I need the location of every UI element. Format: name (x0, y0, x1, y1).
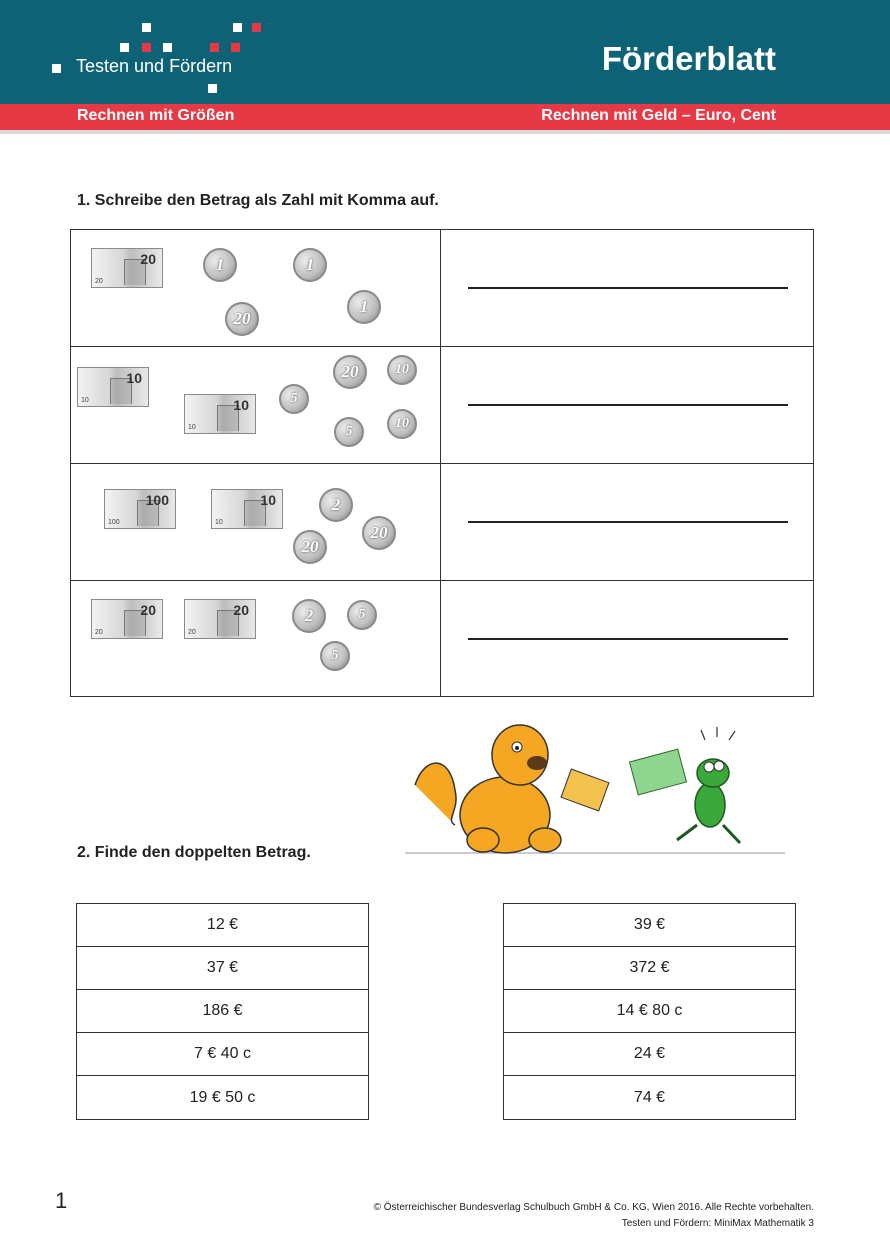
coin-icon: 20 (293, 530, 327, 564)
coin-icon: 1 (293, 248, 327, 282)
series-text: Testen und Fördern: MiniMax Mathematik 3 (621, 1218, 814, 1229)
coin-icon: 2 (319, 488, 353, 522)
logo-square-icon (231, 43, 240, 52)
coin-icon: 5 (334, 417, 364, 447)
amount-cell: 7 € 40 c (77, 1033, 368, 1076)
banknote-icon: 20 20 (91, 599, 163, 639)
task1-row (71, 581, 813, 698)
logo-square-icon (233, 23, 242, 32)
coin-icon: 20 (225, 302, 259, 336)
coin-icon: 10 (387, 409, 417, 439)
banknote-icon: 20 20 (184, 599, 256, 639)
banknote-icon: 10 10 (211, 489, 283, 529)
amount-cell: 74 € (633, 1088, 666, 1106)
topic-label: Rechnen mit Geld – Euro, Cent (541, 107, 776, 124)
coin-icon: 5 (347, 600, 377, 630)
logo-text: Testen und Fördern (76, 56, 233, 76)
coin-icon: 20 (333, 355, 367, 389)
dog-icon (415, 725, 561, 853)
task1-row (71, 464, 813, 581)
task1-grid (70, 229, 814, 697)
amount-cell: 372 € (504, 947, 795, 990)
copyright-text: © Österreichischer Bundesverlag Schulbuch GmbH & Co. KG, Wien 2016. Alle Rechte vorbehalten. (373, 1202, 814, 1213)
amount-cell: 24 € (504, 1033, 795, 1076)
banknote-icon: 10 10 (184, 394, 256, 434)
frog-icon (629, 727, 740, 843)
answer-line[interactable] (468, 521, 788, 523)
logo-square-icon (252, 23, 261, 32)
task1-row (71, 347, 813, 464)
logo-square-icon (120, 43, 129, 52)
task1-row (71, 230, 813, 347)
page-title: Förderblatt (601, 40, 776, 77)
task2-heading: 2. Finde den doppelten Betrag. (77, 844, 311, 861)
amount-cell: 12 € (77, 904, 368, 947)
banknote-icon (561, 769, 609, 811)
logo-square-icon (163, 43, 172, 52)
banknote-icon: 10 10 (77, 367, 149, 407)
banknote-icon: 20 20 (91, 248, 163, 288)
amount-cell: 186 € (77, 990, 368, 1033)
logo-square-icon (210, 43, 219, 52)
coin-icon: 5 (279, 384, 309, 414)
answer-line[interactable] (468, 638, 788, 640)
logo-square-icon (142, 23, 151, 32)
answer-line[interactable] (468, 287, 788, 289)
illustration (405, 715, 785, 865)
coin-icon: 5 (320, 641, 350, 671)
amounts-table-left (76, 903, 369, 1120)
amount-cell: 19 € 50 c (189, 1088, 256, 1106)
coin-icon: 1 (203, 248, 237, 282)
amount-cell: 14 € 80 c (504, 990, 795, 1033)
banknote-icon: 100 100 (104, 489, 176, 529)
logo-bullet-icon (52, 64, 61, 73)
amount-cell: 37 € (77, 947, 368, 990)
coin-icon: 2 (292, 599, 326, 633)
logo-square-icon (142, 43, 151, 52)
amounts-table-right (503, 903, 796, 1120)
coin-icon: 1 (347, 290, 381, 324)
logo-square-icon (208, 84, 217, 93)
page-number: 1 (55, 1188, 68, 1213)
header-divider (0, 130, 890, 134)
amount-cell: 39 € (504, 904, 795, 947)
coin-icon: 20 (362, 516, 396, 550)
subject-label: Rechnen mit Größen (77, 107, 235, 124)
footer-copyright (374, 1200, 814, 1232)
answer-line[interactable] (468, 404, 788, 406)
coin-icon: 10 (387, 355, 417, 385)
task1-heading: 1. Schreibe den Betrag als Zahl mit Komma auf. (77, 192, 439, 209)
